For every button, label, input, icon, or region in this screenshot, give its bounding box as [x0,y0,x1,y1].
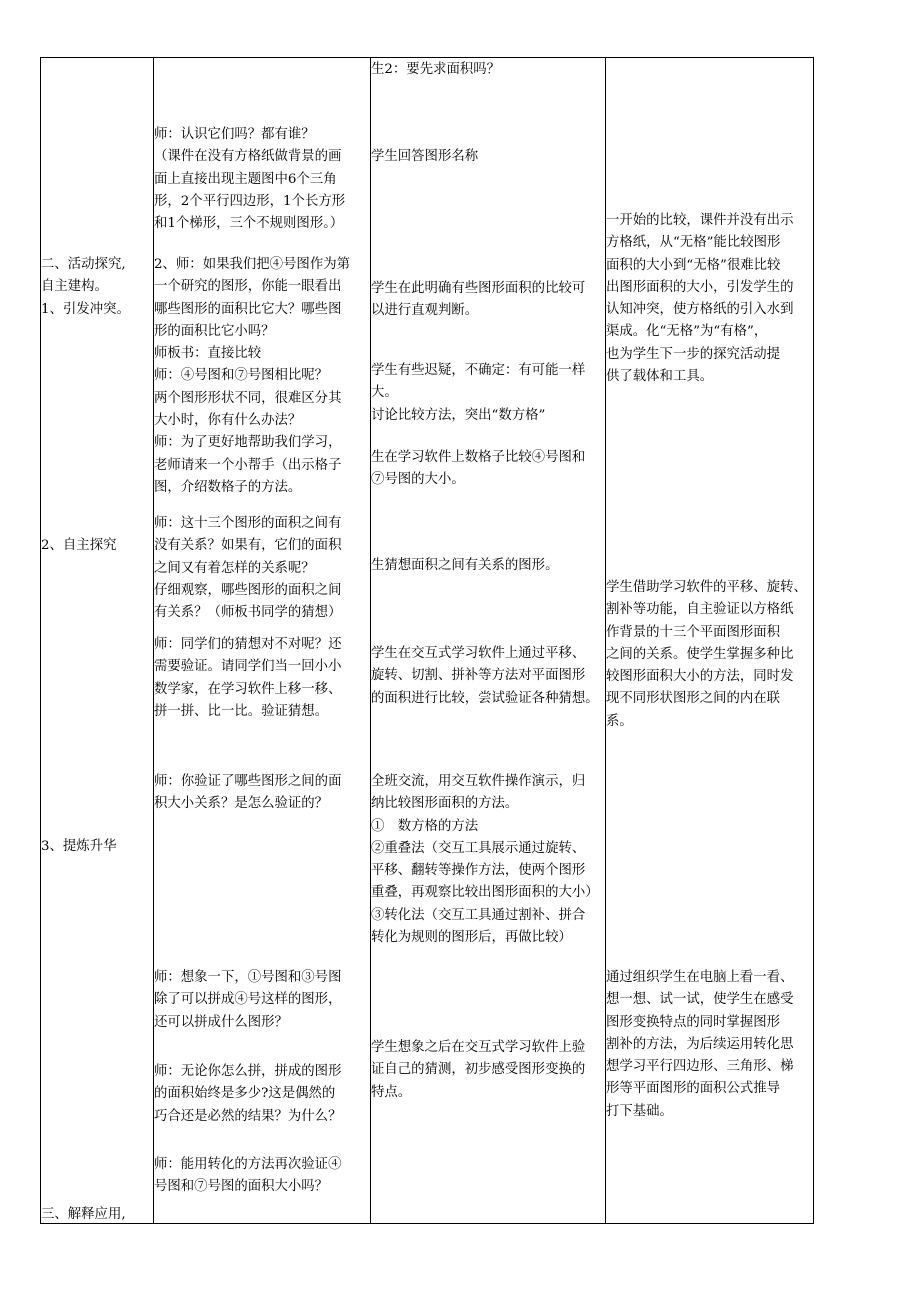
text-line: 供了载体和工具。 [606,369,714,385]
text-line: 形的面积比它小吗？ [154,323,275,339]
text-line: 的面积始终是多少?这是偶然的 [154,1086,336,1102]
student-text-block [371,360,605,427]
teacher-text-block [154,1061,370,1128]
text-line: （课件在没有方格纸做背景的画 [154,149,342,165]
text-line: 全班交流，用交互软件操作演示，归 [371,774,586,789]
text-line: 生在学习软件上数格子比较④号图和 [371,450,586,465]
text-line: 师：这十三个图形的面积之间有 [154,516,342,531]
text-line: 的面积进行比较，尝试验证各种猜想。 [371,690,599,706]
design-intent-block [606,577,814,733]
text-line: 老师请来一个小帮手（出示格子 [154,457,342,473]
student-text-block [371,59,605,81]
design-intent-block [606,967,814,1123]
text-line: 生猜想面积之间有关系的图形。 [371,558,559,573]
text-line: 积大小关系？是怎么验证的？ [154,796,329,812]
text-line: 大小时，你有什么办法？ [154,413,302,429]
text-line: 师：想象一下，①号图和③号图 [154,970,342,985]
text-line: 师：认识它们吗？都有谁？ [154,127,315,142]
student-text-block [371,643,605,710]
text-line: 渠成。化“无格”为“有格”， [606,324,768,340]
text-line: 现不同形状图形之间的内在联 [606,691,781,707]
text-line: 图形变换特点的同时掌握图形 [606,1014,781,1030]
text-line: 师：④号图和⑦号图相比呢？ [154,368,329,384]
student-text-block [371,447,605,492]
text-line: 之间又有着怎样的关系呢？ [154,560,315,576]
text-line: 通过组织学生在电脑上看一看、 [606,970,794,985]
text-line: 之间的关系。使学生掌握多种比 [606,646,794,662]
teacher-text-block [154,634,370,723]
text-line: 生2：要先求面积吗？ [371,62,501,77]
text-line: 除了可以拼成④号这样的图形， [154,992,342,1008]
text-line: 图，介绍数格子的方法。 [154,479,302,495]
text-line: 证自己的猜测，初步感受图形变换的 [371,1062,586,1078]
text-line: 形等平面图形的面积公式推导 [606,1081,781,1097]
text-line: 2、师：如果我们把④号图作为第 [154,257,350,272]
text-line: 3、提炼升华 [41,839,117,854]
text-line: 学生借助学习软件的平移、旋转、 [606,580,807,595]
teacher-activity-column [154,58,370,1223]
student-text-block [371,771,605,949]
text-line: 想一想、试一试，使学生在感受 [606,992,794,1008]
student-activity-column [371,58,605,1223]
text-line: 师板书：直接比较 [154,346,262,362]
text-line: 学生回答图形名称 [371,149,479,164]
stage-apply [41,1204,153,1226]
design-intent-column [606,58,814,1223]
text-line: 想学习平行四边形、三角形、梯 [606,1059,794,1075]
student-text-block [371,278,605,323]
text-line: 二、活动探究, [41,257,126,272]
text-line: 哪些图形的面积比它大？哪些图 [154,301,342,317]
text-line: ⑦号图的大小。 [371,472,465,488]
text-line: 学生有些迟疑，不确定：有可能一样 [371,363,586,378]
text-line: 形，2个平行四边形，1个长方形 [154,193,346,209]
text-line: 出图形面积的大小，引发学生的 [606,279,794,295]
text-line: 讨论比较方法，突出“数方格” [371,407,546,423]
text-line: ① 数方格的方法 [371,818,479,834]
text-line: 系。 [606,713,633,729]
text-line: 割补等功能，自主验证以方格纸 [606,602,794,618]
text-line: 方格纸，从“无格”能比较图形 [606,235,781,251]
text-line: 面上直接出现主题图中6个三角 [154,171,337,187]
text-line: 旋转、切割、拼补等方法对平面图形 [371,668,586,684]
student-text-block [371,1037,605,1104]
text-line: 2、自主探究 [41,538,117,553]
text-line: 较图形面积大小的方法，同时发 [606,669,794,685]
text-line: 以进行直观判断。 [371,303,479,319]
text-line: 需要验证。请同学们当一回小小 [154,659,342,675]
text-line: 学生想象之后在交互式学习软件上验 [371,1040,586,1055]
text-line: 打下基础。 [606,1103,673,1119]
teacher-text-block [154,967,370,1034]
teacher-text-block [154,124,370,235]
lesson-plan-table [40,57,814,1224]
stage-column [41,58,153,1223]
text-line: 自主建构。 [41,279,108,295]
text-line: 割补的方法，为后续运用转化思 [606,1036,794,1052]
student-text-block [371,555,605,577]
text-line: 一个研究的图形，你能一眼看出 [154,279,342,295]
stage-refine [41,836,153,858]
text-line: 1、引发冲突。 [41,301,130,317]
text-line: 师：同学们的猜想对不对呢？还 [154,637,342,652]
text-line: 作背景的十三个平面图形面积 [606,624,781,640]
teacher-text-block [154,771,370,816]
text-line: 师：为了更好地帮助我们学习， [154,435,342,451]
text-line: ③转化法（交互工具通过割补、拼合 [371,907,586,923]
text-line: 学生在此明确有些图形面积的比较可 [371,281,586,296]
text-line: 学生在交互式学习软件上通过平移、 [371,646,586,661]
text-line: 巧合还是必然的结果？为什么？ [154,1108,342,1124]
text-line: 重叠，再观察比较出图形面积的大小） [371,885,599,901]
text-line: 还可以拼成什么图形？ [154,1014,288,1030]
text-line: 仔细观察，哪些图形的面积之间 [154,582,342,598]
text-line: 一开始的比较，课件并没有出示 [606,213,794,228]
stage-self-explore [41,535,153,557]
text-line: 三、解释应用, [41,1207,126,1222]
text-line: 转化为规则的图形后，再做比较） [371,930,572,946]
text-line: 数学家，在学习软件上移一移、 [154,681,342,697]
text-line: 没有关系？如果有，它们的面积 [154,538,342,554]
text-line: ②重叠法（交互工具展示通过旋转、 [371,840,586,856]
teacher-text-block [154,1154,370,1199]
design-intent-block [606,210,814,388]
text-line: 大。 [371,385,398,401]
text-line: 纳比较图形面积的方法。 [371,796,519,812]
teacher-text-block [154,513,370,624]
text-line: 号图和⑦号图的面积大小吗？ [154,1179,329,1195]
text-line: 也为学生下一步的探究活动提 [606,346,781,362]
text-line: 特点。 [371,1084,412,1100]
text-line: 平移、翻转等操作方法，使两个图形 [371,863,586,879]
student-text-block [371,146,605,168]
text-line: 面积的大小到“无格”很难比较 [606,257,781,273]
text-line: 有关系？（师板书同学的猜想） [154,605,342,621]
teacher-text-block [154,254,370,499]
text-line: 认知冲突，使方格纸的引入水到 [606,302,794,318]
text-line: 拼一拼、比一比。验证猜想。 [154,703,329,719]
text-line: 师：你验证了哪些图形之间的面 [154,774,342,789]
text-line: 和1个梯形，三个不规则图形。） [154,216,344,232]
text-line: 师：无论你怎么拼，拼成的图形 [154,1064,342,1079]
text-line: 师：能用转化的方法再次验证④ [154,1157,342,1172]
text-line: 两个图形形状不同，很难区分其 [154,390,342,406]
stage-activity-explore [41,254,153,321]
